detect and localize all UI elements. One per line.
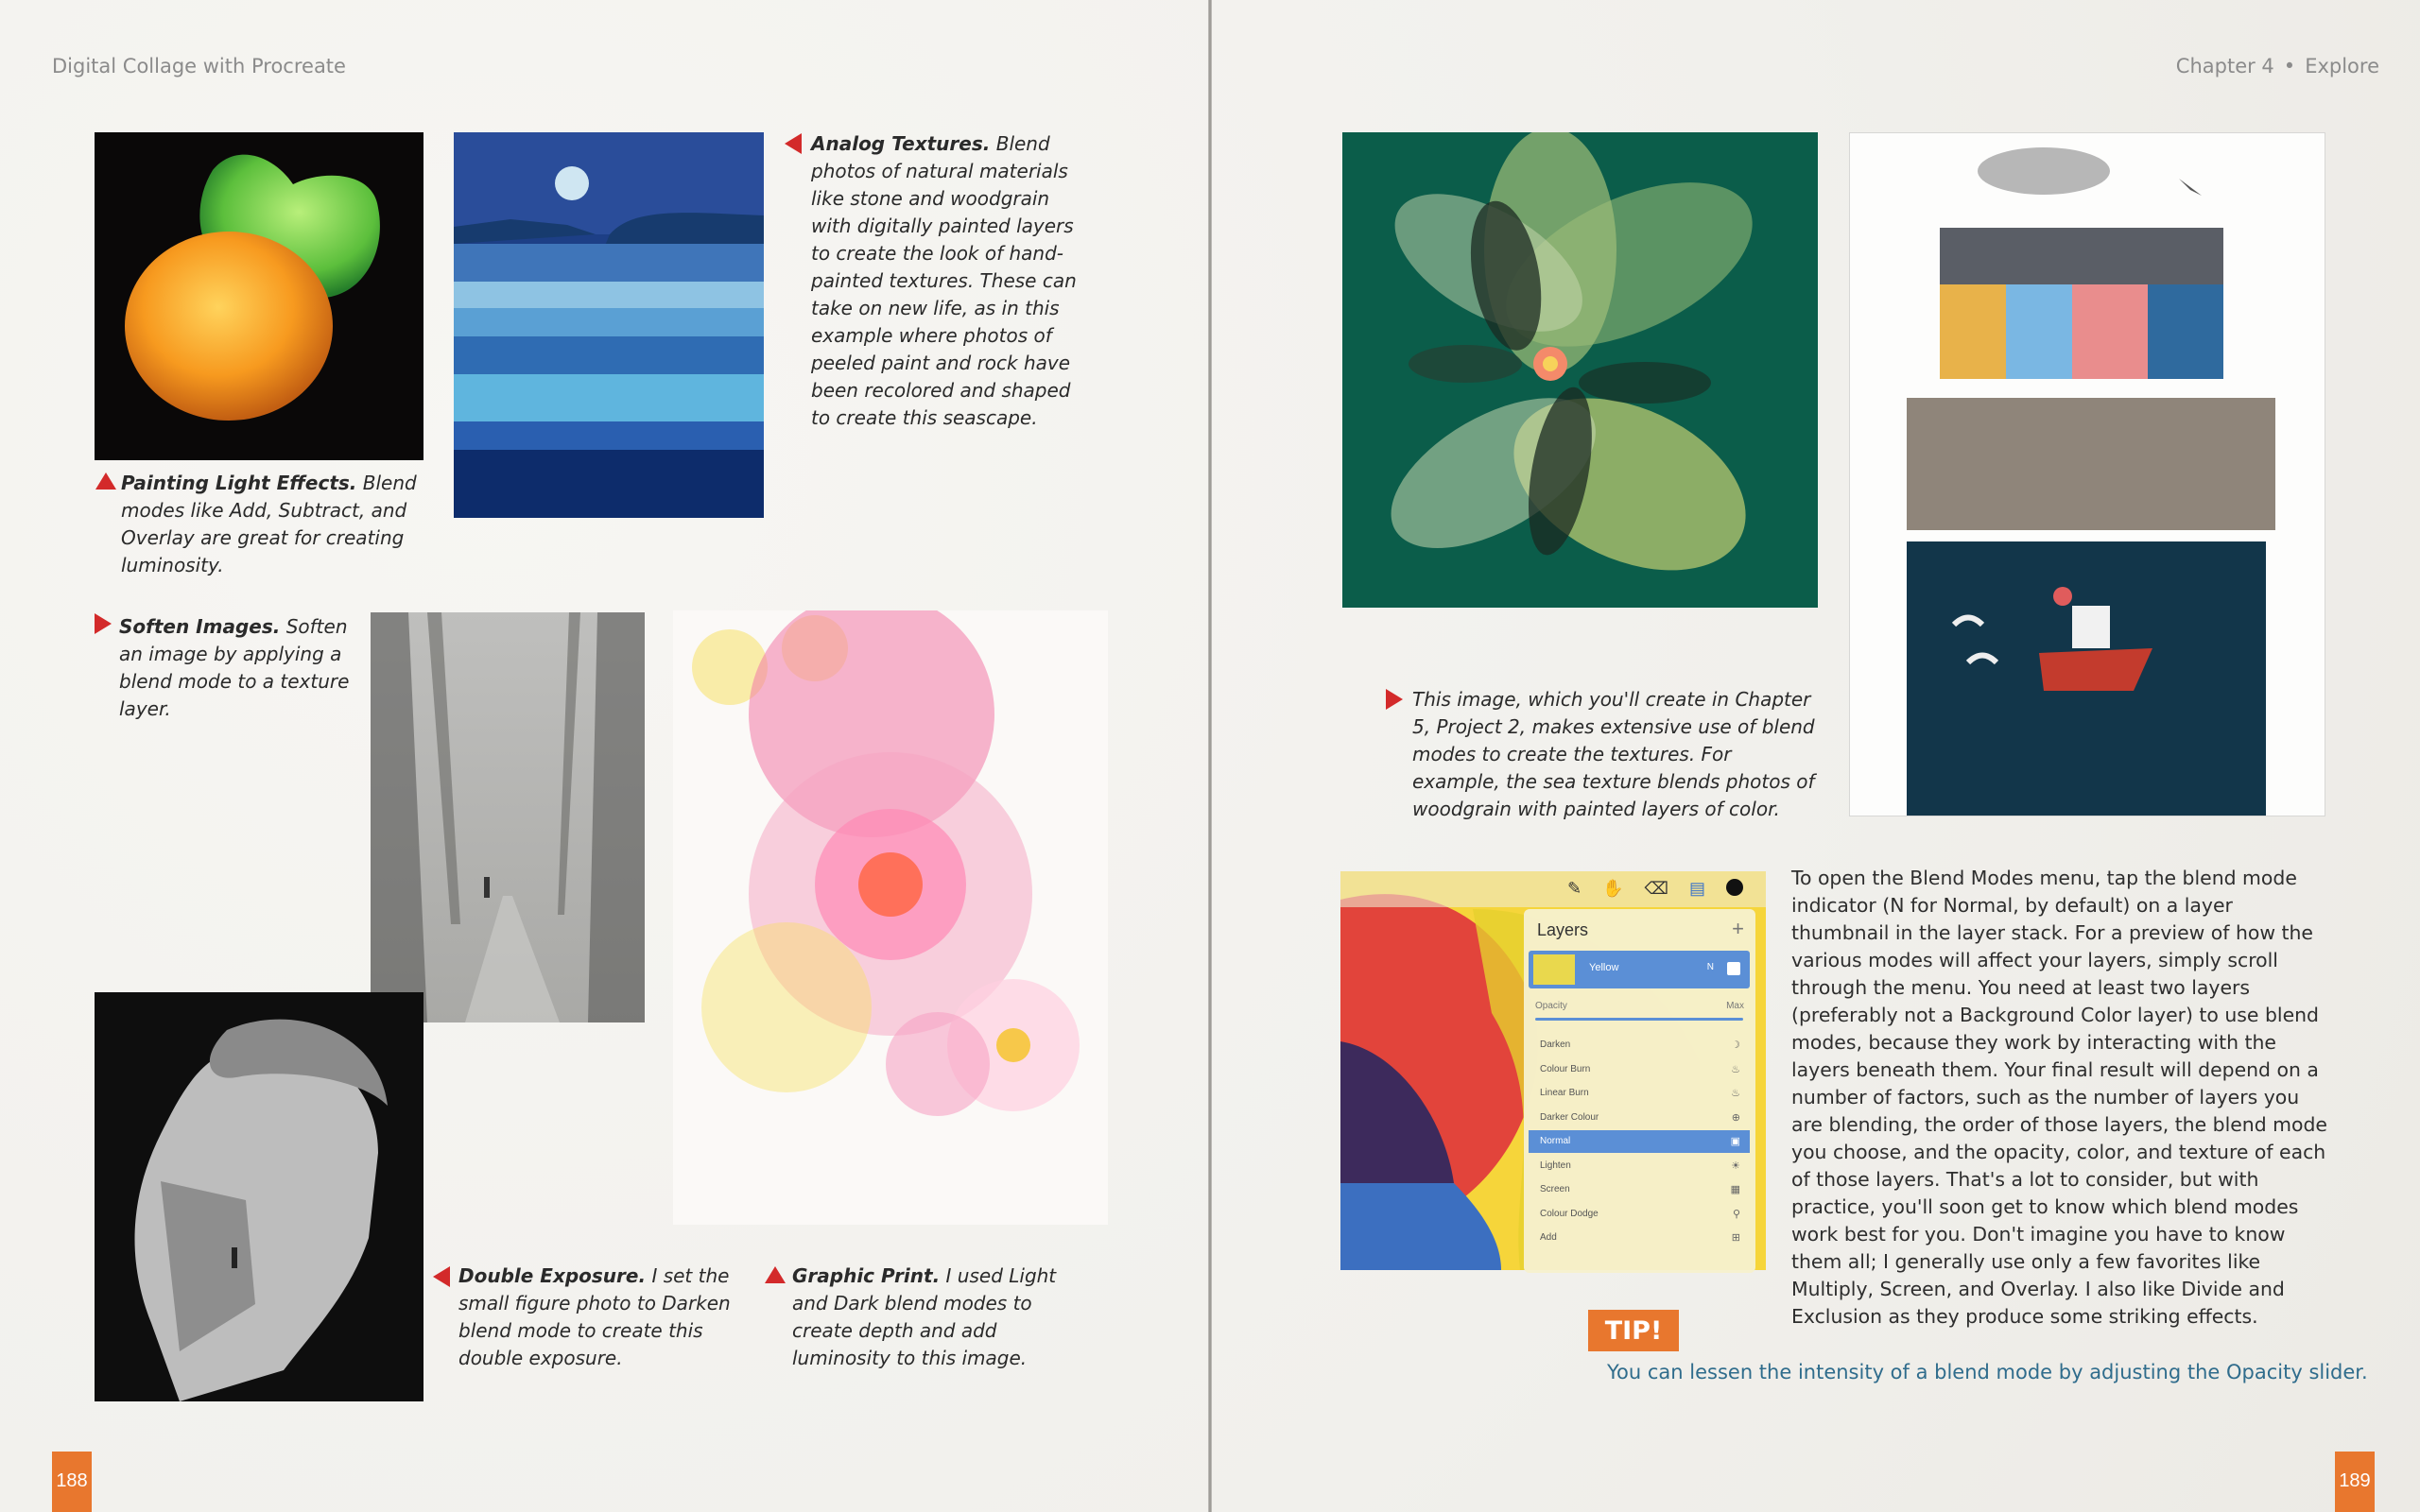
- blend-mode-label: Normal: [1540, 1136, 1571, 1146]
- opacity-max-label: Max: [1726, 1001, 1744, 1011]
- opacity-slider[interactable]: [1535, 1018, 1743, 1021]
- blend-mode-label: Add: [1540, 1232, 1557, 1243]
- caption-double-text: I set the small figure photo to Darken blend mode to create this double exposure.: [458, 1264, 731, 1369]
- caption-marker-soften: [95, 613, 112, 634]
- separator-dot: •: [2283, 55, 2296, 77]
- caption-graphic-title: Graphic Print.: [792, 1264, 941, 1287]
- double-exposure-image: [95, 992, 424, 1401]
- blend-mode-label: Colour Dodge: [1540, 1208, 1599, 1219]
- caption-graphic-print: [792, 1263, 1085, 1372]
- chapter-label: Chapter 4: [2175, 55, 2274, 77]
- seascape-image: [454, 132, 764, 518]
- tip-text: You can lessen the intensity of a blend mode by adjusting the Opacity slider.: [1607, 1361, 2368, 1383]
- caption-double-exposure: [458, 1263, 742, 1372]
- layer-thumbnail: [1533, 954, 1575, 985]
- moon-icon: ☽: [1731, 1040, 1740, 1051]
- caption-marker-graphic: [765, 1266, 786, 1283]
- blend-mode-item[interactable]: [1529, 1178, 1750, 1201]
- square-icon: ▣: [1730, 1136, 1740, 1147]
- flame-icon: ♨: [1731, 1063, 1740, 1075]
- houses-boat-illustration: [1850, 133, 2325, 816]
- blend-mode-item[interactable]: [1529, 1058, 1750, 1081]
- flower-print-illustration: [673, 610, 1108, 1225]
- blend-mode-item[interactable]: [1529, 1227, 1750, 1249]
- flame-icon: ♨: [1731, 1088, 1740, 1099]
- sun-icon: ☀: [1731, 1160, 1740, 1172]
- add-layer-button[interactable]: +: [1732, 917, 1744, 940]
- blend-mode-item[interactable]: [1529, 1034, 1750, 1057]
- layers-icon[interactable]: ▤: [1688, 879, 1705, 898]
- plus-square-icon: ⊞: [1731, 1232, 1740, 1244]
- page-gutter: [1208, 0, 1212, 1512]
- portrait-illustration: [95, 992, 424, 1401]
- opacity-label: Opacity: [1535, 1001, 1567, 1011]
- body-paragraph: To open the Blend Modes menu, tap the blend mode indicator (N for Normal, by default) on a layer thumbnail in the layer stack. For a preview of how the various modes will affect your layers, simply scroll through the menu. You need at least two layers (preferably not a Background Color layer) to use blend modes, because they work by interacting with the layers beneath them. Your final result will depend on a number of factors, such as the number of layers you are blending, the order of those layers, the blend mode you choose, and the opacity, color, and texture of each of those layers. That's a lot to consider, but with practice, you'll soon get to know which blend modes work best for you. Don't imagine you have to know them all; I generally use only a few favorites like Multiply, Screen, and Overlay. I also like Divide and Exclusion as they produce some striking effects.: [1791, 867, 2327, 1328]
- blend-mode-item[interactable]: [1529, 1203, 1750, 1226]
- painting-light-image: [95, 132, 424, 460]
- caption-double-title: Double Exposure.: [458, 1264, 647, 1287]
- smudge-icon[interactable]: ✋: [1602, 879, 1624, 898]
- eraser-icon[interactable]: ⌫: [1644, 879, 1668, 898]
- blend-mode-label: Darker Colour: [1540, 1111, 1599, 1123]
- abstract-flower-image: [1342, 132, 1818, 608]
- layers-panel-title: Layers: [1537, 920, 1589, 939]
- graphic-print-image: [673, 610, 1108, 1225]
- blend-mode-item[interactable]: [1529, 1082, 1750, 1105]
- caption-graphic-text: I used Light and Dark blend modes to create depth and add luminosity to this image.: [792, 1264, 1057, 1369]
- grid-icon: ▦: [1730, 1184, 1740, 1195]
- harbour-illustration-image: [1849, 132, 2325, 816]
- petal-illustration: [1342, 132, 1818, 608]
- running-head-left: Digital Collage with Procreate: [52, 55, 346, 77]
- caption-soften-text: Soften an image by applying a blend mode to a texture layer.: [119, 615, 350, 720]
- section-label: Explore: [2305, 55, 2379, 77]
- blend-mode-item[interactable]: [1529, 1155, 1750, 1177]
- caption-painting-text: Blend modes like Add, Subtract, and Overlay are great for creating luminosity.: [121, 472, 417, 576]
- foggy-avenue-image: [371, 612, 645, 1022]
- blend-mode-item[interactable]: [1529, 1130, 1750, 1153]
- caption-marker-painting: [95, 472, 116, 490]
- layer-row-yellow[interactable]: [1529, 951, 1750, 988]
- layer-name: Yellow: [1589, 962, 1619, 973]
- blend-mode-label: Darken: [1540, 1040, 1571, 1050]
- blend-mode-label: Colour Burn: [1540, 1063, 1591, 1074]
- plus-circle-icon: ⊕: [1731, 1111, 1740, 1124]
- caption-marker-analog: [785, 133, 802, 154]
- caption-analog-textures: [811, 130, 1085, 432]
- brush-icon[interactable]: ✎: [1567, 879, 1582, 898]
- caption-analog-title: Analog Textures.: [811, 132, 991, 155]
- page-number-right: 189: [2335, 1452, 2375, 1512]
- caption-marker-double: [433, 1266, 450, 1287]
- blend-mode-indicator[interactable]: N: [1706, 962, 1714, 972]
- caption-marker-chapter5: [1386, 689, 1403, 710]
- caption-painting-title: Painting Light Effects.: [121, 472, 357, 494]
- trees-illustration: [371, 612, 645, 1022]
- color-picker-icon[interactable]: [1726, 879, 1743, 896]
- running-head-right: [2176, 55, 2379, 77]
- blend-mode-label: Screen: [1540, 1184, 1570, 1194]
- procreate-toolbar: [1567, 879, 1743, 899]
- blend-mode-label: Linear Burn: [1540, 1088, 1589, 1098]
- caption-painting-light: [121, 470, 433, 579]
- dodge-icon: ⚲: [1732, 1208, 1740, 1220]
- light-shapes-illustration: [95, 132, 424, 460]
- seascape-illustration: [454, 132, 764, 518]
- caption-soften-title: Soften Images.: [119, 615, 281, 638]
- blend-mode-label: Lighten: [1540, 1160, 1571, 1171]
- tip-badge: TIP!: [1588, 1310, 1679, 1351]
- blend-mode-item[interactable]: [1529, 1107, 1750, 1129]
- caption-analog-text: Blend photos of natural materials like stone and woodgrain with digitally painted layers to create the look of hand-painted textures. These can take on new life, as in this example where photos of peeled paint and rock have been recolored and shaped to create this seascape.: [811, 132, 1077, 429]
- caption-soften-images: [119, 613, 365, 723]
- layers-panel: [1524, 909, 1755, 1273]
- layer-visibility-checkbox[interactable]: [1727, 962, 1740, 975]
- caption-chapter5: This image, which you'll create in Chapter 5, Project 2, makes extensive use of blend modes to create the textures. For example, the sea texture blends photos of woodgrain with painted layers of color.: [1412, 688, 1815, 820]
- page-number-left: 188: [52, 1452, 92, 1512]
